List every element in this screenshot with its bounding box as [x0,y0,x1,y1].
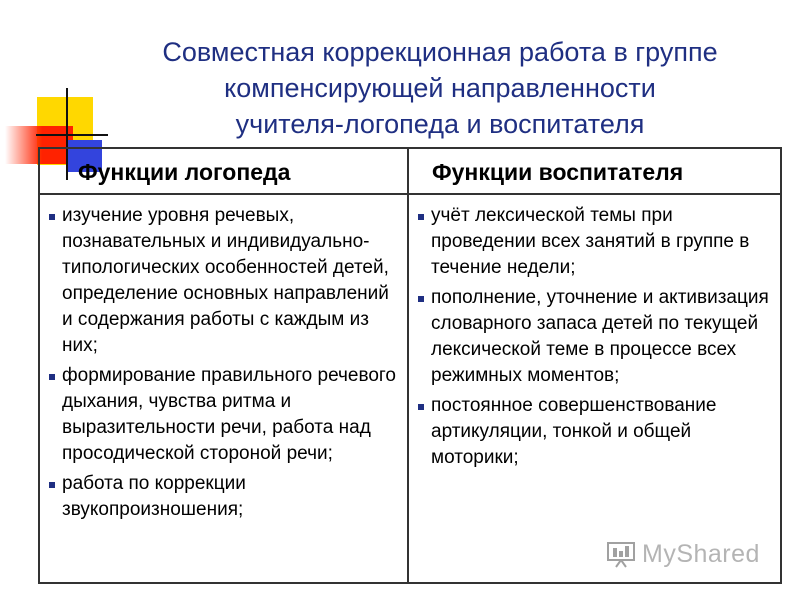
bullet-icon [49,214,55,220]
watermark-text: MyShared [642,539,760,568]
header-educator: Функции воспитателя [432,159,684,185]
title-line-3: учителя-логопеда и воспитателя [235,109,645,139]
list-item-text: постоянное совершенствование артикуляции, тонкой и общей моторики; [431,395,717,468]
bullet-icon [418,214,424,220]
list-item-text: учёт лексической темы при проведении всех занятий в группе в течение недели; [431,205,750,278]
bullet-icon [49,374,55,380]
list-item [417,285,769,389]
decor-horizontal-line [36,134,108,136]
list-item [48,203,400,359]
list-item [48,471,400,523]
educator-column [417,203,769,475]
bullet-icon [49,482,55,488]
bullet-icon [418,296,424,302]
speech-therapist-column [48,203,400,527]
functions-table [38,147,782,584]
presentation-board-icon [606,540,636,568]
list-item-text: работа по коррекции звукопроизношения; [62,473,246,520]
list-item [417,203,769,281]
header-speech-therapist: Функции логопеда [78,159,291,185]
list-item-text: изучение уровня речевых, познавательных и индивидуально-типологических особенностей детей, определение основных направлений и содержания работы с каждым из них; [62,205,389,356]
header-divider [40,193,780,195]
list-item [48,363,400,467]
bullet-icon [418,404,424,410]
column-divider [407,149,409,582]
list-item-text: формирование правильного речевого дыхания, чувства ритма и выразительности речи, работа над просодической стороной речи; [62,365,397,464]
watermark [606,536,760,572]
title-line-1: Совместная коррекционная работа в группе [162,37,718,67]
title-line-2: компенсирующей направленности [224,73,656,103]
slide-title [110,34,770,142]
list-item-text: пополнение, уточнение и активизация словарного запаса детей по текущей лексической теме в процессе всех режимных моментов; [431,287,769,386]
list-item [417,393,769,471]
